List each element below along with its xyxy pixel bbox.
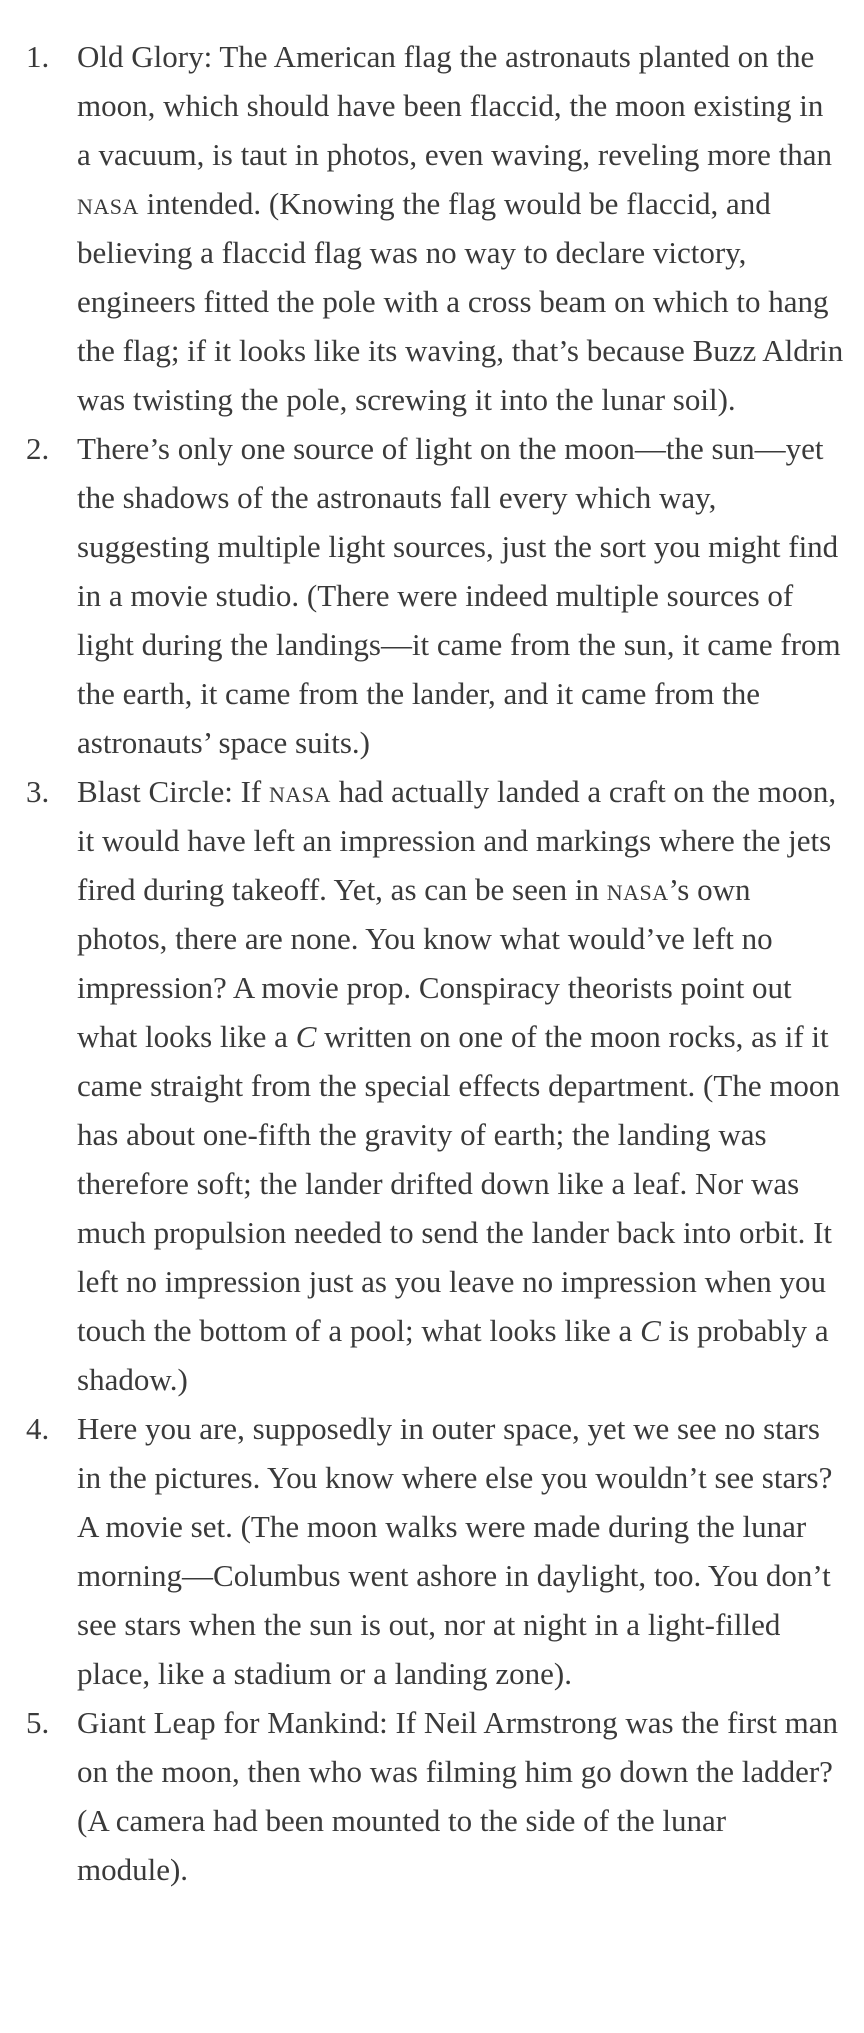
text-run: Here you are, supposedly in outer space, yet we see no stars in the pictures. You know where else you wouldn’t see stars? A movie set. (The moon walks were made during the lunar morning—Columbus went ashore in daylight, too. You don’t see stars when the sun is out, nor at night in a light-filled place, like a stadium or a landing zone). [77,1411,833,1691]
item-text [77,39,843,417]
item-number: 4. [26,1411,50,1446]
numbered-list [0,32,864,1894]
item-number: 2. [26,431,50,466]
text-run: had actually landed a craft on the moon, it would have left an impression and markings where the jets fired during takeoff. Yet, as can be seen in [77,774,837,907]
text-run: Giant Leap for Mankind: If Neil Armstrong was the first man on the moon, then who was filming him go down the ladder? (A camera had been mounted to the side of the lunar module). [77,1705,839,1887]
text-run: written on one of the moon rocks, as if it came straight from the special effects department. (The moon has about one-fifth the gravity of earth; the landing was therefore soft; the lander drifted down like a leaf. Nor was much propulsion needed to send the lander back into orbit. It left no impression just as you leave no impression when you touch the bottom of a pool; what looks like a [77,1019,840,1348]
list-item [0,1698,864,1894]
list-item [0,424,864,767]
nasa-acronym: nasa [268,774,331,809]
item-number: 5. [26,1705,50,1740]
nasa-acronym: nasa [77,186,139,221]
list-item [0,1404,864,1698]
list-item [0,767,864,1404]
list-item [0,32,864,424]
item-text [77,431,841,760]
italic-letter: C [295,1019,317,1054]
nasa-acronym: nasa [606,872,669,907]
text-run: is probably a shadow.) [77,1313,829,1397]
text-run: There’s only one source of light on the moon—the sun—yet the shadows of the astronauts fall every which way, suggesting multiple light sources, just the sort you might find in a movie studio. (There were indeed multiple sources of light during the landings—it came from the sun, it came from the earth, it came from the lander, and it came from the astronauts’ space suits.) [77,431,841,760]
text-run: Blast Circle: If [77,774,269,809]
item-text [77,1411,832,1691]
item-number: 1. [26,39,50,74]
item-text [77,774,840,1397]
text-run: ’s own photos, there are none. You know what would’ve left no impression? A movie prop. Conspiracy theorists point out what looks like a [77,872,792,1054]
italic-letter: C [640,1313,661,1348]
text-run: Old Glory: The American flag the astronauts planted on the moon, which should have been flaccid, the moon existing in a vacuum, is taut in photos, even waving, reveling more than [77,39,833,172]
text-run: intended. (Knowing the flag would be flaccid, and believing a flaccid flag was no way to declare victory, engineers fitted the pole with a cross beam on which to hang the flag; if it looks like its waving, that’s because Buzz Aldrin was twisting the pole, screwing it into the lunar soil). [77,186,844,417]
item-number: 3. [26,774,50,809]
item-text [77,1705,838,1887]
